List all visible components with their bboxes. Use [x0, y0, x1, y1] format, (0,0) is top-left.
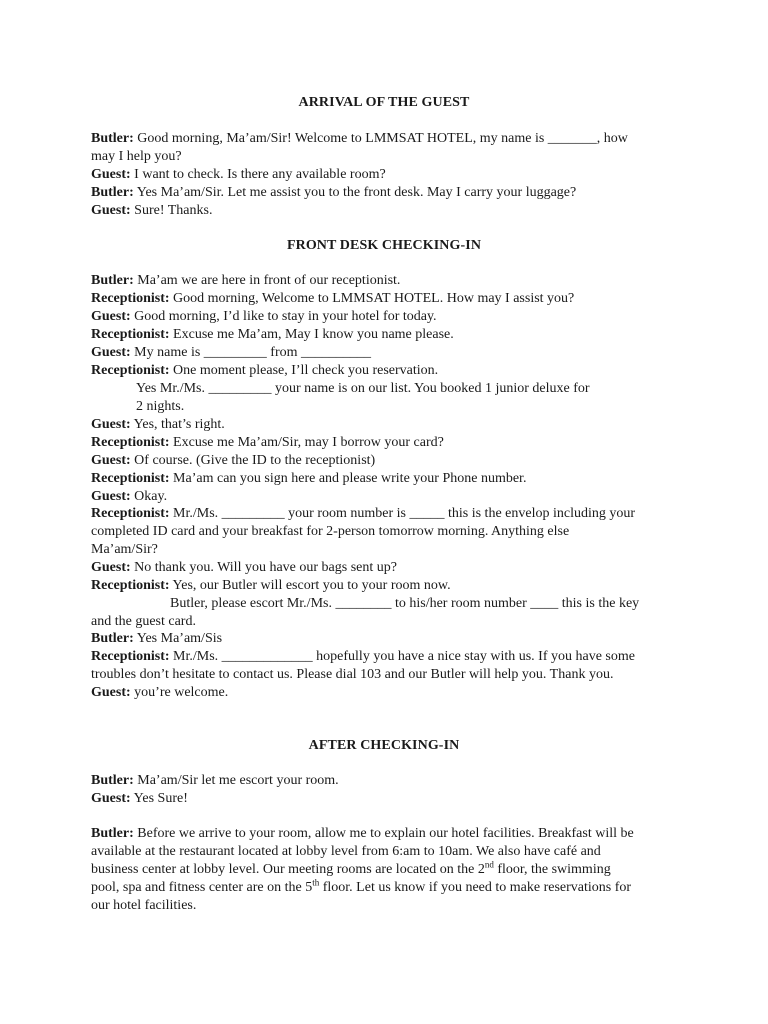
dialogue-text: Ma’am can you sign here and please write your Phone number. — [173, 471, 527, 486]
dialogue-line — [91, 470, 526, 488]
dialogue-line — [91, 130, 628, 148]
paragraph-text: available at the restaurant located at lobby level from 6:am to 10am. We also have café and — [91, 844, 601, 859]
dialogue-line — [91, 272, 400, 290]
dialogue-text: completed ID card and your breakfast for 2-person tomorrow morning. Anything else — [91, 524, 570, 539]
speaker-label: Receptionist: — [91, 471, 170, 486]
paragraph-line — [91, 861, 611, 879]
speaker-label: Receptionist: — [91, 363, 170, 378]
paragraph-text: our hotel facilities. — [91, 898, 197, 913]
speaker-label: Guest: — [91, 167, 131, 182]
ordinal-superscript: th — [312, 877, 320, 888]
dialogue-text: Excuse me Ma’am/Sir, may I borrow your card? — [173, 435, 444, 450]
paragraph-text: business center at lobby level. Our meeting rooms are located on the 2 — [91, 862, 485, 877]
paragraph-text: Before we arrive to your room, allow me to explain our hotel facilities. Breakfast will be — [137, 826, 634, 841]
speaker-label: Guest: — [91, 345, 131, 360]
dialogue-text: Good morning, Ma’am/Sir! Welcome to LMMSAT HOTEL, my name is _______, how — [137, 131, 628, 146]
dialogue-text: I want to check. Is there any available room? — [134, 167, 386, 182]
speaker-label: Receptionist: — [91, 578, 170, 593]
dialogue-text: Yes Mr./Ms. _________ your name is on our list. You booked 1 junior deluxe for — [136, 381, 590, 396]
dialogue-line — [91, 613, 196, 631]
dialogue-text: Yes Ma’am/Sis — [136, 631, 223, 646]
dialogue-line — [91, 684, 228, 702]
dialogue-text: 2 nights. — [136, 399, 185, 414]
paragraph-text: floor. Let us know if you need to make reservations for — [319, 880, 632, 895]
section-heading-arrival: ARRIVAL OF THE GUEST — [298, 95, 470, 110]
speaker-label: Guest: — [91, 417, 131, 432]
speaker-label: Guest: — [91, 489, 131, 504]
speaker-label: Guest: — [91, 203, 131, 218]
dialogue-text: Sure! Thanks. — [134, 203, 213, 218]
dialogue-line — [91, 148, 182, 166]
dialogue-line — [91, 290, 574, 308]
speaker-label: Receptionist: — [91, 291, 170, 306]
dialogue-line — [91, 772, 339, 790]
dialogue-line — [91, 790, 188, 808]
speaker-label: Guest: — [91, 309, 131, 324]
speaker-label: Guest: — [91, 791, 131, 806]
dialogue-text: Mr./Ms. _________ your room number is _____ this is the envelop including your — [173, 506, 636, 521]
paragraph-text: pool, spa and fitness center are on the 5 — [91, 880, 313, 895]
dialogue-text: troubles don’t hesitate to contact us. Please dial 103 and our Butler will help you. Thank you. — [91, 667, 614, 682]
dialogue-line — [170, 595, 639, 613]
paragraph-line — [91, 879, 631, 897]
paragraph-line — [91, 825, 634, 843]
paragraph-text: floor, the swimming — [493, 862, 611, 877]
dialogue-text: No thank you. Will you have our bags sent up? — [134, 560, 397, 575]
speaker-label: Guest: — [91, 685, 131, 700]
dialogue-line — [91, 559, 397, 577]
ordinal-superscript: nd — [484, 859, 494, 870]
dialogue-line — [91, 166, 386, 184]
dialogue-text: may I help you? — [91, 149, 182, 164]
dialogue-text: and the guest card. — [91, 614, 196, 629]
dialogue-line — [91, 488, 167, 506]
dialogue-text: One moment please, I’ll check you reservation. — [173, 363, 439, 378]
dialogue-line — [91, 505, 635, 523]
dialogue-text: Of course. (Give the ID to the receptionist) — [134, 453, 376, 468]
speaker-label: Receptionist: — [91, 506, 170, 521]
speaker-label: Guest: — [91, 453, 131, 468]
speaker-label: Receptionist: — [91, 327, 170, 342]
dialogue-text: Okay. — [134, 489, 168, 504]
dialogue-line — [91, 452, 375, 470]
dialogue-text: Butler, please escort Mr./Ms. ________ to his/her room number ____ this is the key — [170, 596, 640, 611]
speaker-label: Butler: — [91, 185, 134, 200]
speaker-label: Receptionist: — [91, 649, 170, 664]
speaker-label: Receptionist: — [91, 435, 170, 450]
dialogue-line — [91, 326, 454, 344]
dialogue-text: Yes Sure! — [133, 791, 188, 806]
speaker-label: Butler: — [91, 826, 134, 841]
dialogue-line — [91, 344, 371, 362]
speaker-label: Butler: — [91, 631, 134, 646]
dialogue-line — [91, 577, 451, 595]
dialogue-text: Yes, our Butler will escort you to your room now. — [172, 578, 451, 593]
dialogue-text: My name is _________ from __________ — [134, 345, 371, 360]
speaker-label: Guest: — [91, 560, 131, 575]
dialogue-line — [91, 184, 576, 202]
dialogue-line — [136, 398, 184, 416]
dialogue-text: Yes Ma’am/Sir. Let me assist you to the front desk. May I carry your luggage? — [136, 185, 577, 200]
dialogue-line — [91, 308, 437, 326]
dialogue-text: Yes, that’s right. — [133, 417, 225, 432]
dialogue-text: Ma’am/Sir? — [91, 542, 158, 557]
dialogue-line — [91, 666, 613, 684]
dialogue-line — [91, 434, 444, 452]
paragraph-line — [91, 897, 196, 915]
speaker-label: Butler: — [91, 773, 134, 788]
dialogue-line — [91, 362, 438, 380]
paragraph-line — [91, 843, 601, 861]
dialogue-text: you’re welcome. — [134, 685, 229, 700]
dialogue-line — [91, 202, 212, 220]
dialogue-line — [91, 630, 222, 648]
dialogue-text: Good morning, Welcome to LMMSAT HOTEL. How may I assist you? — [173, 291, 575, 306]
dialogue-text: Excuse me Ma’am, May I know you name please. — [173, 327, 454, 342]
dialogue-line — [91, 541, 158, 559]
dialogue-line — [91, 523, 569, 541]
section-heading-front-desk: FRONT DESK CHECKING-IN — [286, 238, 482, 253]
dialogue-line — [91, 416, 225, 434]
dialogue-text: Good morning, I’d like to stay in your hotel for today. — [134, 309, 437, 324]
speaker-label: Butler: — [91, 273, 134, 288]
speaker-label: Butler: — [91, 131, 134, 146]
dialogue-line — [91, 648, 635, 666]
dialogue-text: Ma’am we are here in front of our receptionist. — [137, 273, 401, 288]
dialogue-text: Mr./Ms. _____________ hopefully you have a nice stay with us. If you have some — [173, 649, 635, 664]
dialogue-line — [136, 380, 590, 398]
section-heading-after-checking-in: AFTER CHECKING-IN — [308, 738, 460, 753]
dialogue-text: Ma’am/Sir let me escort your room. — [137, 773, 339, 788]
